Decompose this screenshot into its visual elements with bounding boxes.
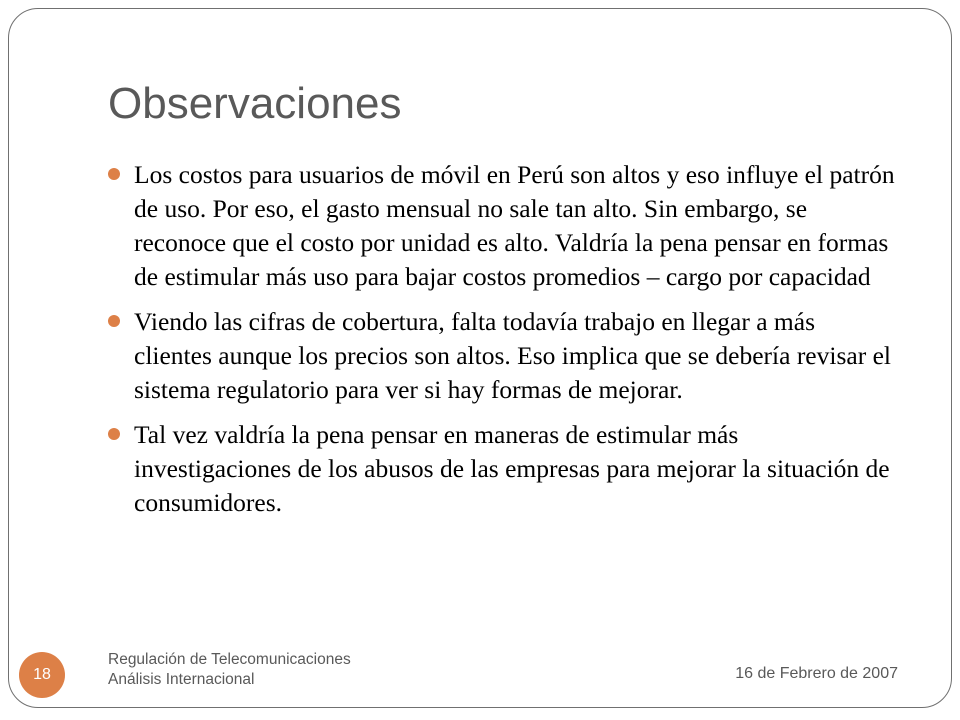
- footer-line-1: Regulación de Telecomunicaciones: [108, 651, 351, 668]
- bullet-marker-icon: [108, 168, 120, 180]
- bullet-item: [106, 418, 896, 520]
- bullet-item: [106, 305, 896, 407]
- bullet-marker-icon: [108, 315, 120, 327]
- bullet-text: Los costos para usuarios de móvil en Perú son altos y eso influye el patrón de uso. Por eso, el gasto mensual no sale tan alto. Sin embargo, se reconoce que el costo por unidad es alto. Valdría la pena pensar en formas de estimular más uso para bajar costos promedios – cargo por capacidad: [134, 160, 895, 291]
- bullet-text: Viendo las cifras de cobertura, falta todavía trabajo en llegar a más clientes aunque los precios son altos. Eso implica que se debería revisar el sistema regulatorio para ver si hay formas de mejorar.: [134, 307, 891, 404]
- footer-date: 16 de Febrero de 2007: [735, 665, 898, 682]
- slide-title: Observaciones: [108, 79, 402, 128]
- bullet-item: [106, 158, 896, 294]
- bullet-text: Tal vez valdría la pena pensar en maneras de estimular más investigaciones de los abusos de las empresas para mejorar la situación de consumidores.: [134, 420, 890, 517]
- footer-line-2: Análisis Internacional: [108, 671, 255, 688]
- bullet-marker-icon: [108, 428, 120, 440]
- footer-course-title: [108, 650, 351, 690]
- slide-number-badge: 18: [19, 652, 65, 698]
- bullet-list: [106, 158, 896, 531]
